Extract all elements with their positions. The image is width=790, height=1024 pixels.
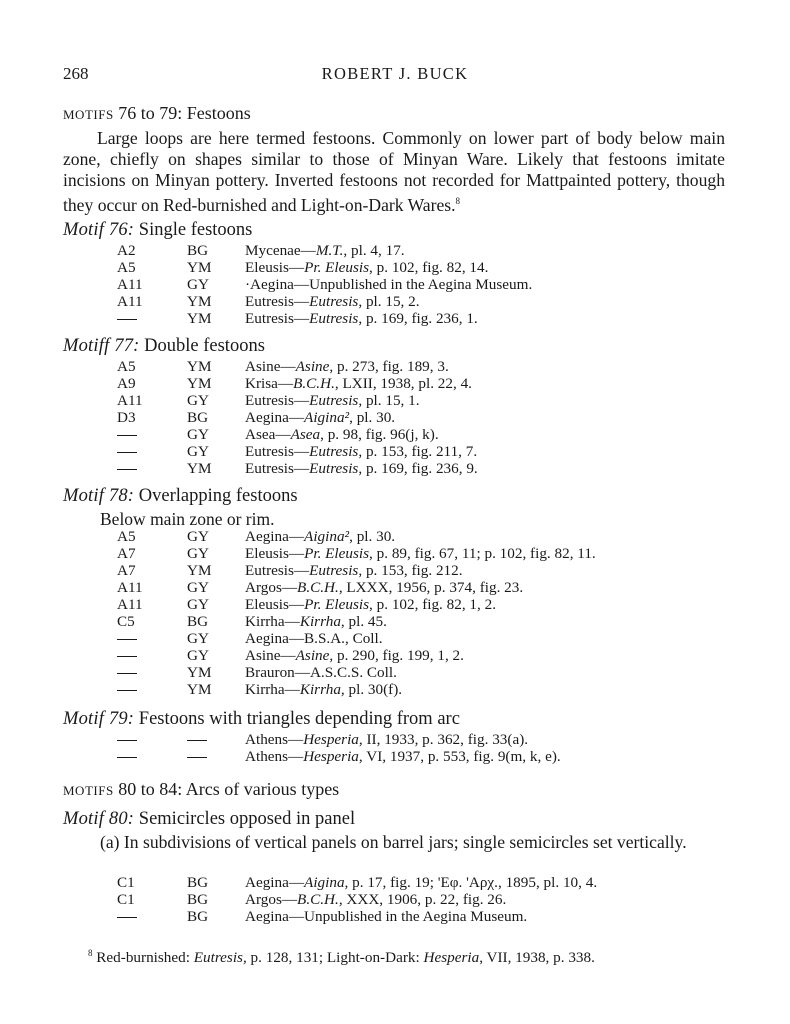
reference-cell: Athens—Hesperia, VI, 1937, p. 553, fig. 9(m, k, e). bbox=[245, 748, 561, 765]
reference-cell: Asine—Asine, p. 290, fig. 199, 1, 2. bbox=[245, 647, 464, 664]
reference-row bbox=[0, 664, 720, 681]
period-cell bbox=[117, 731, 137, 748]
ware-cell: BG bbox=[187, 242, 209, 259]
ware-cell: GY bbox=[187, 647, 209, 664]
reference-cell: Kirrha—Kirrha, pl. 30(f). bbox=[245, 681, 403, 698]
section-title: Festoons bbox=[186, 103, 251, 123]
reference-row bbox=[0, 748, 720, 765]
reference-row bbox=[0, 293, 720, 310]
reference-cell: Aegina—Aigina², pl. 30. bbox=[245, 528, 396, 545]
motif-heading-76 bbox=[63, 220, 252, 241]
reference-cell: Eutresis—Eutresis, p. 153, fig. 212. bbox=[245, 562, 463, 579]
ware-cell: YM bbox=[187, 259, 212, 276]
ware-cell: BG bbox=[187, 409, 209, 426]
reference-row bbox=[0, 613, 720, 630]
reference-cell: Eutresis—Eutresis, p. 169, fig. 236, 9. bbox=[245, 460, 478, 477]
dash-mark bbox=[117, 690, 137, 691]
motif-title: Semicircles opposed in panel bbox=[138, 809, 356, 829]
reference-cell: Brauron—A.S.C.S. Coll. bbox=[245, 664, 397, 681]
reference-cell: Eleusis—Pr. Eleusis, p. 102, fig. 82, 14. bbox=[245, 259, 489, 276]
period-cell: D3 bbox=[117, 409, 136, 426]
reference-cell: Krisa—B.C.H., LXII, 1938, pl. 22, 4. bbox=[245, 375, 472, 392]
ware-cell: BG bbox=[187, 874, 209, 891]
reference-cell: Aegina—Aigina, p. 17, fig. 19; 'Εφ. 'Αρχ., 1895, pl. 10, 4. bbox=[245, 874, 598, 891]
section-title: Arcs of various types bbox=[185, 779, 340, 799]
period-cell: A5 bbox=[117, 358, 136, 375]
footnote-ref: 8 bbox=[455, 196, 461, 206]
reference-row bbox=[0, 242, 720, 259]
page-number: 268 bbox=[63, 64, 89, 83]
ware-cell: GY bbox=[187, 528, 209, 545]
ware-cell: GY bbox=[187, 630, 209, 647]
ware-cell bbox=[187, 731, 207, 748]
section-heading-80-84: motifs 80 to 84: Arcs of various types bbox=[63, 779, 340, 799]
motif-label: Motif 79: bbox=[63, 709, 135, 729]
section-label: motifs bbox=[63, 779, 114, 799]
reference-row bbox=[0, 596, 720, 613]
period-cell bbox=[117, 908, 137, 925]
period-cell bbox=[117, 443, 137, 460]
motif-80-note: (a) In subdivisions of vertical panels on barrel jars; single semicircles set vertically. bbox=[100, 832, 687, 852]
section-label: motifs bbox=[63, 103, 114, 123]
reference-cell: Mycenae—M.T., pl. 4, 17. bbox=[245, 242, 405, 259]
motif-heading-77 bbox=[63, 336, 265, 357]
ware-cell: GY bbox=[187, 426, 209, 443]
ware-cell: YM bbox=[187, 358, 212, 375]
dash-mark bbox=[117, 757, 137, 758]
period-cell: C1 bbox=[117, 874, 135, 891]
ware-cell: GY bbox=[187, 545, 209, 562]
period-cell bbox=[117, 748, 137, 765]
period-cell bbox=[117, 647, 137, 664]
period-cell: A11 bbox=[117, 596, 143, 613]
reference-cell: Argos—B.C.H., LXXX, 1956, p. 374, fig. 23. bbox=[245, 579, 524, 596]
reference-row bbox=[0, 310, 720, 327]
reference-cell: Aegina—B.S.A., Coll. bbox=[245, 630, 383, 647]
reference-row bbox=[0, 647, 720, 664]
motif-heading-78 bbox=[63, 486, 298, 507]
motif-78-note: Below main zone or rim. bbox=[100, 509, 275, 529]
period-cell: A7 bbox=[117, 562, 136, 579]
reference-row bbox=[0, 409, 720, 426]
period-cell bbox=[117, 310, 137, 327]
reference-cell: Eleusis—Pr. Eleusis, p. 102, fig. 82, 1, 2. bbox=[245, 596, 497, 613]
dash-mark bbox=[117, 435, 137, 436]
ware-cell: BG bbox=[187, 613, 209, 630]
reference-row bbox=[0, 545, 720, 562]
period-cell: A9 bbox=[117, 375, 136, 392]
dash-mark bbox=[117, 740, 137, 741]
dash-mark bbox=[117, 673, 137, 674]
dash-mark bbox=[187, 757, 207, 758]
period-cell bbox=[117, 664, 137, 681]
reference-row bbox=[0, 276, 720, 293]
period-cell: A2 bbox=[117, 242, 136, 259]
reference-row bbox=[0, 630, 720, 647]
motif-title: Overlapping festoons bbox=[138, 486, 298, 506]
dash-mark bbox=[117, 469, 137, 470]
ware-cell: BG bbox=[187, 891, 209, 908]
period-cell: A7 bbox=[117, 545, 136, 562]
section-range: 80 to 84 bbox=[118, 779, 178, 799]
ware-cell: GY bbox=[187, 579, 209, 596]
reference-row bbox=[0, 358, 720, 375]
dash-mark bbox=[117, 452, 137, 453]
motif-heading-80 bbox=[63, 809, 355, 830]
reference-row bbox=[0, 375, 720, 392]
motif-title: Festoons with triangles depending from arc bbox=[138, 709, 460, 729]
reference-cell: Eleusis—Pr. Eleusis, p. 89, fig. 67, 11; p. 102, fig. 82, 11. bbox=[245, 545, 596, 562]
reference-row bbox=[0, 426, 720, 443]
period-cell: A5 bbox=[117, 528, 136, 545]
reference-cell: Eutresis—Eutresis, p. 169, fig. 236, 1. bbox=[245, 310, 478, 327]
reference-row bbox=[0, 874, 720, 891]
dash-mark bbox=[187, 740, 207, 741]
section-heading-76-79: motifs 76 to 79: Festoons bbox=[63, 103, 251, 123]
ware-cell: YM bbox=[187, 562, 212, 579]
period-cell: A11 bbox=[117, 392, 143, 409]
section-range: 76 to 79 bbox=[118, 103, 178, 123]
reference-cell: ·Aegina—Unpublished in the Aegina Museum. bbox=[245, 276, 533, 293]
reference-row bbox=[0, 731, 720, 748]
period-cell: C1 bbox=[117, 891, 135, 908]
footnote: $^8$ Red-burnished: Eutresis, p. 128, 131; Light-on-Dark: Hesperia, VII, 1938, p. 338. bbox=[88, 948, 595, 967]
reference-row bbox=[0, 443, 720, 460]
reference-cell: Aegina—Aigina², pl. 30. bbox=[245, 409, 396, 426]
reference-row bbox=[0, 579, 720, 596]
period-cell: A11 bbox=[117, 293, 143, 310]
ware-cell: BG bbox=[187, 908, 209, 925]
running-head: ROBERT J. BUCK bbox=[321, 64, 469, 83]
reference-cell: Eutresis—Eutresis, p. 153, fig. 211, 7. bbox=[245, 443, 478, 460]
motif-label: Motif 80: bbox=[63, 809, 135, 829]
period-cell: A11 bbox=[117, 276, 143, 293]
ware-cell: YM bbox=[187, 310, 212, 327]
motif-label: Motif 78: bbox=[63, 486, 135, 506]
dash-mark bbox=[117, 656, 137, 657]
dash-mark bbox=[117, 639, 137, 640]
motif-heading-79 bbox=[63, 709, 460, 730]
period-cell bbox=[117, 681, 137, 698]
motif-label: Motif 76: bbox=[63, 220, 135, 240]
ware-cell: GY bbox=[187, 276, 209, 293]
motif-label: Motiff 77: bbox=[63, 336, 140, 356]
reference-cell: Asine—Asine, p. 273, fig. 189, 3. bbox=[245, 358, 449, 375]
period-cell bbox=[117, 630, 137, 647]
reference-row bbox=[0, 259, 720, 276]
reference-row bbox=[0, 528, 720, 545]
motif-title: Single festoons bbox=[138, 220, 253, 240]
reference-row bbox=[0, 908, 720, 925]
reference-cell: Athens—Hesperia, II, 1933, p. 362, fig. 33(a). bbox=[245, 731, 529, 748]
reference-row bbox=[0, 891, 720, 908]
footnote-marker: 8 bbox=[88, 948, 93, 958]
period-cell bbox=[117, 460, 137, 477]
motif-title: Double festoons bbox=[144, 336, 265, 356]
ware-cell: YM bbox=[187, 460, 212, 477]
period-cell: A11 bbox=[117, 579, 143, 596]
ware-cell: YM bbox=[187, 681, 212, 698]
period-cell: C5 bbox=[117, 613, 135, 630]
ware-cell: YM bbox=[187, 375, 212, 392]
reference-cell: Kirrha—Kirrha, pl. 45. bbox=[245, 613, 387, 630]
dash-mark bbox=[117, 319, 137, 320]
period-cell bbox=[117, 426, 137, 443]
dash-mark bbox=[117, 917, 137, 918]
reference-cell: Asea—Asea, p. 98, fig. 96(j, k). bbox=[245, 426, 439, 443]
reference-cell: Aegina—Unpublished in the Aegina Museum. bbox=[245, 908, 528, 925]
reference-row bbox=[0, 392, 720, 409]
reference-cell: Argos—B.C.H., XXX, 1906, p. 22, fig. 26. bbox=[245, 891, 507, 908]
reference-cell: Eutresis—Eutresis, pl. 15, 2. bbox=[245, 293, 420, 310]
ware-cell: YM bbox=[187, 293, 212, 310]
intro-paragraph: Large loops are here termed festoons. Commonly on lower part of body below main zone, chiefly on shapes similar to those of Minyan Ware. Likely that festoons imitate incisions on Minyan pottery. Inverted festoons not recorded for Mattpainted pottery, though they occur on Red-burnished and Light-on-Dark Wares.$^8$ bbox=[63, 128, 725, 215]
ware-cell: GY bbox=[187, 443, 209, 460]
ware-cell: GY bbox=[187, 596, 209, 613]
reference-cell: Eutresis—Eutresis, pl. 15, 1. bbox=[245, 392, 420, 409]
ware-cell bbox=[187, 748, 207, 765]
period-cell: A5 bbox=[117, 259, 136, 276]
reference-row bbox=[0, 460, 720, 477]
ware-cell: GY bbox=[187, 392, 209, 409]
reference-row bbox=[0, 562, 720, 579]
reference-row bbox=[0, 681, 720, 698]
ware-cell: YM bbox=[187, 664, 212, 681]
